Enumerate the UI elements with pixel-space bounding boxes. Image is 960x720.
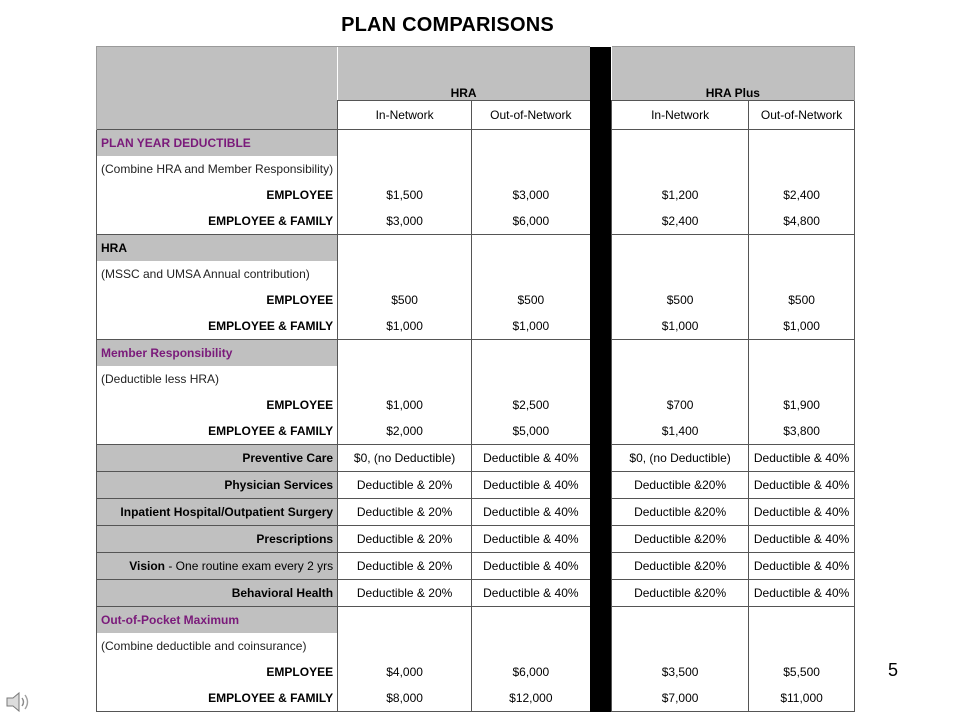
header-blank-cell	[97, 47, 338, 130]
cell-value: $2,400	[612, 208, 749, 235]
cell-value: $2,000	[338, 418, 472, 445]
cell-value: $8,000	[338, 685, 472, 712]
cell-value: Deductible &20%	[612, 526, 749, 553]
row-label: EMPLOYEE & FAMILY	[97, 418, 338, 445]
cell-value: $3,500	[612, 659, 749, 685]
section-row	[97, 235, 855, 262]
cell-value: $1,000	[472, 313, 590, 340]
cell-value: Deductible &20%	[612, 580, 749, 607]
cell-value: Deductible & 20%	[338, 499, 472, 526]
speaker-icon[interactable]	[4, 690, 32, 714]
row-label: Preventive Care	[97, 445, 338, 472]
cell-value: $5,500	[749, 659, 855, 685]
cell-value: Deductible &20%	[612, 553, 749, 580]
cell-value: $1,900	[749, 392, 855, 418]
row-label: EMPLOYEE & FAMILY	[97, 208, 338, 235]
cell-value: Deductible & 40%	[749, 580, 855, 607]
cell-value: $2,500	[472, 392, 590, 418]
slide-number: 5	[888, 660, 899, 680]
network-header: In-Network	[612, 101, 749, 130]
table-row	[97, 182, 855, 208]
cell-value: Deductible & 40%	[472, 580, 590, 607]
cell-value: Deductible & 40%	[472, 526, 590, 553]
section-heading-deductible: PLAN YEAR DEDUCTIBLE	[97, 130, 338, 157]
section-heading-hra: HRA	[97, 235, 338, 262]
cell-value: $500	[749, 287, 855, 313]
cell-value: Deductible & 40%	[749, 526, 855, 553]
plan-header-hra-plus: HRA Plus	[612, 47, 855, 101]
section-note: (Combine deductible and coinsurance)	[97, 633, 338, 659]
section-row	[97, 340, 855, 367]
cell-value: $12,000	[472, 685, 590, 712]
network-header: In-Network	[338, 101, 472, 130]
cell-value: Deductible & 40%	[749, 472, 855, 499]
section-note: (Deductible less HRA)	[97, 366, 338, 392]
table-row	[97, 313, 855, 340]
cell-value: $500	[612, 287, 749, 313]
row-label: Behavioral Health	[97, 580, 338, 607]
cell-value: Deductible & 20%	[338, 526, 472, 553]
cell-value: $1,000	[338, 313, 472, 340]
table-row	[97, 685, 855, 712]
row-label: EMPLOYEE	[97, 287, 338, 313]
table-row	[97, 580, 855, 607]
row-label: EMPLOYEE	[97, 659, 338, 685]
cell-value: Deductible & 20%	[338, 472, 472, 499]
table-row	[97, 526, 855, 553]
cell-value: $0, (no Deductible)	[612, 445, 749, 472]
section-note: (MSSC and UMSA Annual contribution)	[97, 261, 338, 287]
cell-value: $700	[612, 392, 749, 418]
section-heading-member: Member Responsibility	[97, 340, 338, 367]
row-label: EMPLOYEE & FAMILY	[97, 685, 338, 712]
table-row	[97, 472, 855, 499]
section-row	[97, 130, 855, 157]
cell-value: $500	[472, 287, 590, 313]
cell-value: Deductible & 20%	[338, 580, 472, 607]
row-label: Physician Services	[97, 472, 338, 499]
row-label: EMPLOYEE & FAMILY	[97, 313, 338, 340]
cell-value: $0, (no Deductible)	[338, 445, 472, 472]
cell-value: Deductible & 40%	[472, 499, 590, 526]
cell-value: $3,800	[749, 418, 855, 445]
cell-value: Deductible & 40%	[472, 472, 590, 499]
table-row	[97, 659, 855, 685]
cell-value: $2,400	[749, 182, 855, 208]
plan-comparison-table	[96, 46, 855, 712]
table-row	[97, 418, 855, 445]
row-label: Prescriptions	[97, 526, 338, 553]
table-row	[97, 287, 855, 313]
cell-value: $6,000	[472, 208, 590, 235]
row-label: EMPLOYEE	[97, 182, 338, 208]
table-row	[97, 499, 855, 526]
cell-value: $6,000	[472, 659, 590, 685]
table-row	[97, 392, 855, 418]
cell-value: Deductible &20%	[612, 499, 749, 526]
row-label-suffix: - One routine exam every 2 yrs	[165, 559, 334, 573]
cell-value: $5,000	[472, 418, 590, 445]
row-label: Inpatient Hospital/Outpatient Surgery	[97, 499, 338, 526]
cell-value: $1,500	[338, 182, 472, 208]
cell-value: $500	[338, 287, 472, 313]
column-separator	[590, 47, 612, 712]
cell-value: $4,000	[338, 659, 472, 685]
table-header-row	[97, 47, 855, 101]
cell-value: $3,000	[338, 208, 472, 235]
table-row	[97, 553, 855, 580]
page-title: PLAN COMPARISONS	[341, 14, 554, 36]
plan-header-hra: HRA	[338, 47, 590, 101]
cell-value: $4,800	[749, 208, 855, 235]
cell-value: Deductible & 40%	[472, 445, 590, 472]
row-label-main: Vision	[129, 559, 166, 573]
cell-value: $11,000	[749, 685, 855, 712]
cell-value: $1,000	[338, 392, 472, 418]
cell-value: $1,000	[749, 313, 855, 340]
cell-value: $7,000	[612, 685, 749, 712]
row-label: EMPLOYEE	[97, 392, 338, 418]
cell-value: Deductible &20%	[612, 472, 749, 499]
cell-value: $1,400	[612, 418, 749, 445]
cell-value: Deductible & 40%	[472, 553, 590, 580]
table-row	[97, 208, 855, 235]
row-label	[97, 553, 338, 580]
cell-value: Deductible & 40%	[749, 553, 855, 580]
network-header: Out-of-Network	[749, 101, 855, 130]
cell-value: Deductible & 40%	[749, 445, 855, 472]
section-row	[97, 607, 855, 634]
cell-value: Deductible & 40%	[749, 499, 855, 526]
network-header: Out-of-Network	[472, 101, 590, 130]
cell-value: $1,200	[612, 182, 749, 208]
table-row	[97, 445, 855, 472]
cell-value: Deductible & 20%	[338, 553, 472, 580]
cell-value: $3,000	[472, 182, 590, 208]
section-note: (Combine HRA and Member Responsibility)	[97, 156, 338, 182]
section-heading-oop: Out-of-Pocket Maximum	[97, 607, 338, 634]
cell-value: $1,000	[612, 313, 749, 340]
